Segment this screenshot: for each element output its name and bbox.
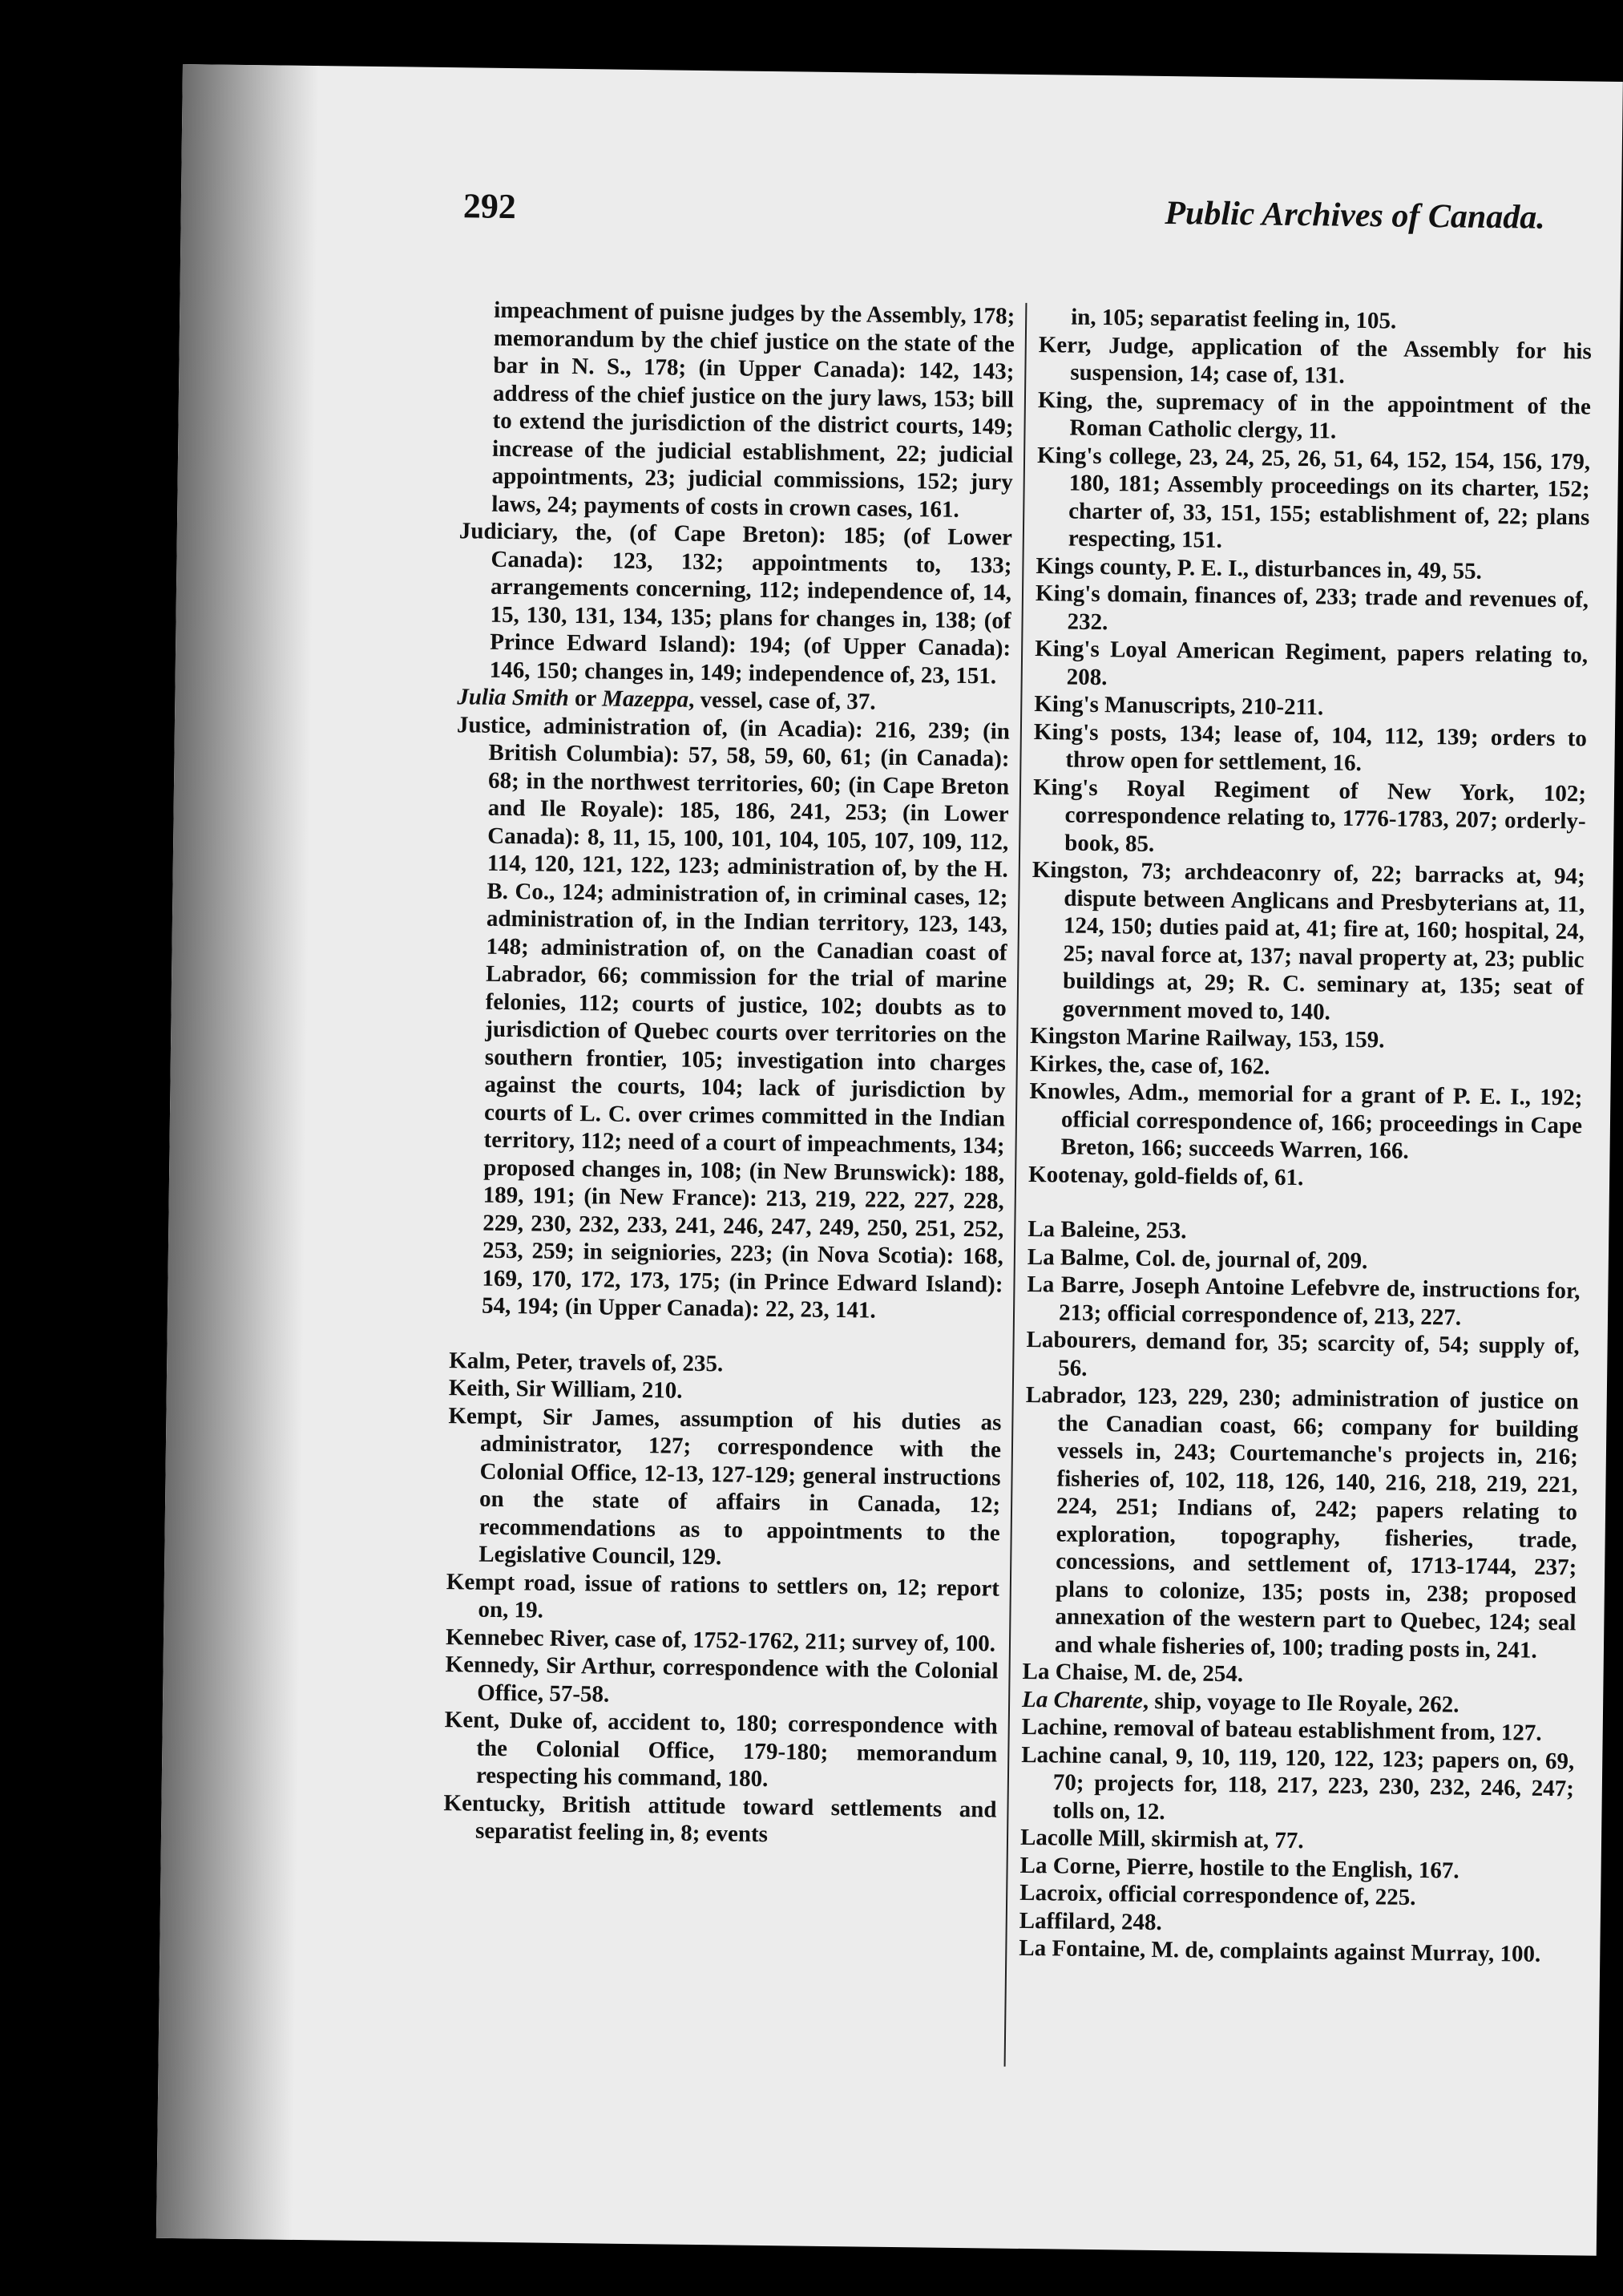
- index-column-right: [1019, 303, 1592, 1969]
- index-entry: La Baleine, 253.: [1027, 1215, 1187, 1244]
- index-entry: Lacroix, official correspondence of, 225.: [1019, 1879, 1416, 1910]
- book-page: [156, 64, 1623, 2256]
- index-entry: impeachment of puisne judges by the Assembly, 178; memorandum by the chief justice on the state of the bar in N. S., 178; (in Upper Canada): 142, 143; address of the chief justice on the jury laws, 153; bill to extend the jurisdiction of the district courts, 149; increase of the judicial establishment, 22; judicial appointments, 23; judicial commissions, 152; jury laws, 24; payments of costs in crown cases, 161.: [491, 297, 1015, 523]
- index-entry: Kingston, 73; archdeaconry of, 22; barracks at, 94; dispute between Anglicans and Presbyterians at, 11, 124, 150; duties paid at, 41; fire at, 160; hospital, 24, 25; naval force at, 137; naval property at, 23; public buildings at, 29; R. C. seminary at, 135; seat of government moved to, 140.: [1032, 857, 1585, 1025]
- index-entry: Justice, administration of, (in Acadia): 216, 239; (in British Columbia): 57, 58, 59, 60, 61; (in Canada): 68; in the northwest territories, 60; (in Cape Breton and Ile Royale): 185, 186, 241, 253; (in Lower Canada): 8, 11, 15, 100, 101, 104, 105, 107, 109, 112, 114, 120, 121, 122, 123; administration of, by the H. B. Co., 124; administration of, in criminal cases, 12; administration of, in the Indian territory, 123, 143, 148; administration of, on the Canadian coast of Labrador, 66; commission for the trial of marine felonies, 112; courts of justice, 102; doubts as to jurisdiction of Quebec courts over territories on the southern frontier, 105; investigation into charges against the courts, 104; lack of jurisdiction by courts of L. C. over crimes committed in the Indian territory, 112; need of a court of impeachments, 134; proposed changes in, 108; (in New Brunswick): 188, 189, 191; (in New France): 213, 219, 222, 227, 228, 229, 230, 232, 233, 241, 246, 247, 249, 250, 251, 252, 253, 259; in seigniories, 223; (in Nova Scotia): 168, 169, 170, 172, 173, 175; (in Prince Edward Island): 54, 194; (in Upper Canada): 22, 23, 141.: [456, 711, 1011, 1324]
- index-entry: King's college, 23, 24, 25, 26, 51, 64, 152, 154, 156, 179, 180, 181; Assembly proceedings on its charter, 152; charter of, 33, 151, 155; establishment of, 22; plans respecting, 151.: [1036, 442, 1591, 553]
- index-entry: Julia Smith or Mazeppa, vessel, case of, 37.: [457, 684, 876, 715]
- index-entry: Kennedy, Sir Arthur, correspondence with the Colonial Office, 57-58.: [445, 1651, 999, 1708]
- index-entry: Lachine, removal of bateau establishment from, 127.: [1021, 1713, 1542, 1746]
- index-entry: Laffilard, 248.: [1019, 1907, 1163, 1935]
- running-head: Public Archives of Canada.: [1165, 194, 1546, 236]
- index-entry: King's Royal Regiment of New York, 102; correspondence relating to, 1776-1783, 207; orderly-book, 85.: [1032, 774, 1587, 857]
- index-entry: Kalm, Peter, travels of, 235.: [449, 1347, 724, 1376]
- index-entry: King's Loyal American Regiment, papers relating to, 208.: [1034, 636, 1589, 690]
- index-entry: Kings county, P. E. I., disturbances in, 49, 55.: [1036, 552, 1483, 584]
- index-entry: Labourers, demand for, 35; scarcity of, 54; supply of, 56.: [1026, 1326, 1580, 1381]
- index-entry: Knowles, Adm., memorial for a grant of P. E. I., 192; official correspondence of, 166; proceedings in Cape Breton, 166; succeeds Warren, 166.: [1029, 1078, 1583, 1164]
- index-entry: Keith, Sir William, 210.: [448, 1375, 683, 1404]
- page-header: [462, 185, 1545, 246]
- index-entry: Kempt road, issue of rations to settlers on, 12; report on, 19.: [446, 1568, 1000, 1623]
- index-entry: Kootenay, gold-fields of, 61.: [1027, 1161, 1304, 1190]
- index-entry: in, 105; separatist feeling in, 105.: [1071, 304, 1397, 334]
- index-entry: La Corne, Pierre, hostile to the English, 167.: [1019, 1852, 1459, 1884]
- index-entry: Labrador, 123, 229, 230; administration of justice on the Canadian coast, 66; company for building vessels in, 243; Courtemanche's projects in, 216; fisheries of, 102, 118, 126, 140, 216, 218, 219, 221, 224, 251; Indians of, 242; papers relating to exploration, topography, fisheries, trade, concessions, and settlement of, 1713-1744, 237; plans to colonize, 135; posts in, 238; proposed annexation of the western part to Quebec, 124; seal and whale fisheries of, 100; trading posts in, 241.: [1025, 1381, 1579, 1663]
- index-entry: La Chaise, M. de, 254.: [1022, 1658, 1244, 1688]
- index-entry: Kerr, Judge, application of the Assembly for his suspension, 14; case of, 131.: [1038, 331, 1592, 389]
- index-entry: La Balme, Col. de, journal of, 209.: [1027, 1243, 1368, 1274]
- index-entry: Kirkes, the, case of, 162.: [1029, 1050, 1270, 1080]
- index-entry: Kentucky, British attitude toward settlements and separatist feeling in, 8; events: [443, 1789, 997, 1848]
- index-entry: Judiciary, the, (of Cape Breton): 185; (of Lower Canada): 123, 132; appointments to, 133; arrangements concerning, 112; independence of, 14, 15, 130, 131, 134, 135; plans for changes in, 138; (of Prince Edward Island): 194; (of Upper Canada): 146, 150; changes in, 149; independence of, 23, 151.: [458, 518, 1013, 689]
- index-entry: King's domain, finances of, 233; trade and revenues of, 232.: [1035, 580, 1589, 635]
- index-entry: La Fontaine, M. de, complaints against Murray, 100.: [1019, 1934, 1541, 1967]
- page-gutter-shadow: [156, 64, 319, 2240]
- page-number: 292: [462, 186, 517, 227]
- index-entry: King's posts, 134; lease of, 104, 112, 139; orders to throw open for settlement, 16.: [1033, 718, 1588, 777]
- index-entry: Kingston Marine Railway, 153, 159.: [1030, 1023, 1385, 1053]
- index-entry: Kempt, Sir James, assumption of his duties as administrator, 127; correspondence with the Colonial Office, 12-13, 127-129; general instructions on the state of affairs in Canada, 12; recommendations as to appointments to the Legislative Council, 129.: [448, 1402, 1002, 1570]
- index-entry: King's Manuscripts, 210-211.: [1034, 691, 1324, 721]
- index-entry: Lachine canal, 9, 10, 119, 120, 122, 123; papers on, 69, 70; projects for, 118, 217, 223, 230, 232, 246, 247; tolls on, 12.: [1021, 1741, 1575, 1825]
- index-entry: Lacolle Mill, skirmish at, 77.: [1019, 1824, 1304, 1854]
- index-entry: Kennebec River, case of, 1752-1762, 211; survey of, 100.: [445, 1623, 996, 1657]
- index-entry: King, the, supremacy of in the appointment of the Roman Catholic clergy, 11.: [1037, 386, 1592, 444]
- index-column-left: [443, 296, 1015, 1851]
- index-entry: La Charente, ship, voyage to Ile Royale, 262.: [1021, 1686, 1459, 1718]
- index-entry: La Barre, Joseph Antoine Lefebvre de, instructions for, 213; official correspondence of, 213, 227.: [1027, 1271, 1581, 1331]
- index-entry: Kent, Duke of, accident to, 180; correspondence with the Colonial Office, 179-180; memorandum respecting his command, 180.: [444, 1707, 998, 1793]
